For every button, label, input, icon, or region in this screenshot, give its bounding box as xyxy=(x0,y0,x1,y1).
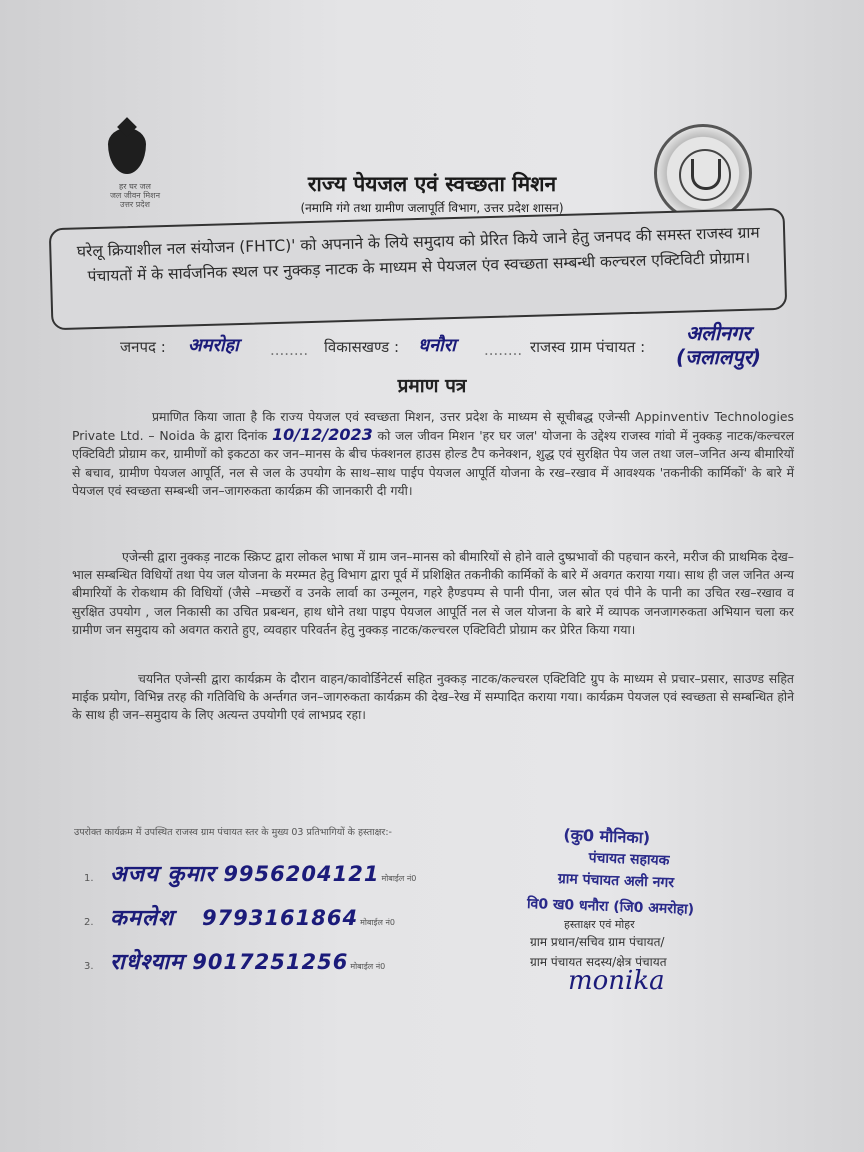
janpad-dots: ........ xyxy=(270,341,309,359)
mission-subtitle: (नमामि गंगे तथा ग्रामीण जलापूर्ति विभाग, उत्तर प्रदेश शासन) xyxy=(300,201,564,215)
certificate-title: प्रमाण पत्र xyxy=(397,375,467,397)
stamp-line-3: ग्राम पंचायत अली नगर xyxy=(557,871,675,892)
stamp-line-2: पंचायत सहायक xyxy=(588,850,670,869)
paragraph-1-intro: प्रमाणित किया जाता है कि राज्य पेयजल एवं स्वच्छता मिशन, उत्तर प्रदेश के माध्यम से सूचीबद्ध एजेन्सी Appinventiv Technologies Private Ltd. – Noida के द्वारा दिनांक xyxy=(72,409,794,444)
official-signature: monika xyxy=(568,966,665,996)
janpad-label: जनपद : xyxy=(120,338,166,356)
gram-panchayat-value: अलीनगर xyxy=(686,321,751,345)
mobile-label: मोबाईल नं0 xyxy=(381,874,417,883)
program-banner-text: घरेलू क्रियाशील नल संयोजन (FHTC)' को अपनाने के लिये समुदाय को प्रेरित किये जाने हेतु जनपद की समस्त राजस्व ग्राम पंचायतों में के सार्वजनिक स्थल पर नुक्कड़ नाटक के माध्यम से पेयजल एंव स्वच्छता सम्बन्धी कल्चरल एक्टिविटी प्रोग्राम। xyxy=(76,223,760,286)
logo-left-caption: हर घर जल जल जीवन मिशन उत्तर प्रदेश xyxy=(109,182,161,209)
participant-mobile: 9017251256 xyxy=(192,950,349,974)
mobile-label: मोबाईल नं0 xyxy=(360,918,395,927)
vikaskhand-value: धनौरा xyxy=(418,335,456,356)
signatures-intro: उपरोक्त कार्यक्रम में उपस्थित राजस्व ग्राम पंचायत स्तर के मुख्य 03 प्रतिभागियों के हस्ताक्षर:- xyxy=(74,827,392,838)
gram-panchayat-label: राजस्व ग्राम पंचायत : xyxy=(530,338,646,356)
role-line-2: ग्राम पंचायत सदस्य/क्षेत्र पंचायत xyxy=(530,955,667,969)
participant-name: कमलेश xyxy=(110,906,174,931)
paragraph-2-text: एजेन्सी द्वारा नुक्कड़ नाटक स्क्रिप्ट द्वारा लोकल भाषा में ग्राम जन–मानस को बीमारियों से होने वाले दुष्प्रभावों की पहचान करने, मरीज की प्राथमिक देख–भाल सम्बन्धित विधियों तथा पेय जल योजना के मरम्मत हेतु विभाग द्वारा पूर्व में प्रशिक्षित तकनीकी कार्मिकों के बारे में अवगत कराया गया। साथ ही जल जनित अन्य बीमारियों के रोकथाम की विधियों (जैसे –मच्छरों व उनके लार्वा का उन्मूलन, गहरे हैण्डपम्प से पानी पीना, जल स्रोत एवं पीने के पानी का उचित रख–रखाव व सुरक्षित उपयोग , जल निकासी का उचित प्रबन्धन, हाथ धोने तथा पाइप पेयजल आपूर्ति नल से जल योजना के बारे में व्यापक जनजागरुकता अभियान चला कर ग्रामीण जन समुदाय को अवगत कराते हुए, व्यवहार परिवर्तन हेतु नुक्कड़ नाटक/कल्चरल एक्टिविटी प्रोग्राम कर प्रेरित किया गया। xyxy=(72,549,794,637)
vikaskhand-dots: ........ xyxy=(484,341,523,359)
signature-row-1 xyxy=(84,858,416,888)
participant-name: राधेश्याम xyxy=(110,950,185,975)
vikaskhand-label: विकासखण्ड : xyxy=(324,338,400,356)
program-banner xyxy=(49,208,788,331)
stamp-line-1: (कु0 मौनिका) xyxy=(563,825,651,848)
paragraph-1-rest: को जल जीवन मिशन 'हर घर जल' योजना के उद्देश्य राजस्व गांवो में नुक्कड़ नाटक/कल्चरल एक्टिविटी प्रोग्राम कर, ग्रामीणों को इकटठा कर जन–मानस के बीच फंक्शनल हाउस होल्ड टैप कनेक्शन, शुद्ध एवं सुरक्षित पेय जल तथा जल–जनित अन्य बीमारियों से बचाव, ग्रामीण पेयजल आपूर्ति, नल से जल के उपयोग के साथ–साथ पाईप पेयजल आपूर्ति योजना के रख–रखाव में आवश्यक 'तकनीकी कार्मिकों' के बारे में पेयजल एवं स्वच्छता सम्बन्धी जन–जागरुकता कार्यक्रम की जानकारी दी गयी। xyxy=(72,428,794,498)
paragraph-3 xyxy=(72,670,794,725)
signature-row-number: 1. xyxy=(84,873,94,884)
participant-mobile: 9793161864 xyxy=(201,906,359,930)
mission-title: राज्य पेयजल एवं स्वच्छता मिशन xyxy=(307,172,557,196)
janpad-value: अमरोहा xyxy=(188,335,239,356)
role-line-1: ग्राम प्रधान/सचिव ग्राम पंचायत/ xyxy=(530,935,665,949)
paragraph-1 xyxy=(72,408,794,500)
paragraph-2 xyxy=(72,548,794,639)
signature-row-number: 2. xyxy=(84,917,94,928)
panchayat-stamp xyxy=(516,822,769,931)
stamp-line-4: वि0 ख0 धनौरा (जि0 अमरोहा) xyxy=(526,895,695,918)
mobile-label: मोबाईल नं0 xyxy=(350,962,386,971)
signature-row-3 xyxy=(84,946,385,976)
participant-mobile: 9956204121 xyxy=(223,862,380,886)
signature-row-number: 3. xyxy=(84,961,94,972)
participant-name: अजय कुमार xyxy=(110,862,216,887)
gram-panchayat-value-2: (जलालपुर) xyxy=(676,345,761,369)
program-date: 10/12/2023 xyxy=(271,425,373,445)
paragraph-3-text: चयनित एजेन्सी द्वारा कार्यक्रम के दौरान वाहन/कावोर्डिनेटर्स सहित नुक्कड़ नाटक/कल्चरल एक्टिविटि ग्रुप के माध्यम से प्रचार–प्रसार, साउण्ड सहित माईक प्रयोग, विभिन्न तरह की गतिविधि के अर्न्तगत जन–जागरुकता कार्यक्रम की देख–रेख में सम्पादित कराया गया। कार्यक्रम पेयजल एवं स्वच्छता से सम्बन्धित होने के साथ ही जन–समुदाय के लिए अत्यन्त उपयोगी एवं लाभप्रद रहा। xyxy=(72,671,794,723)
signature-and-seal-label: हस्ताक्षर एवं मोहर xyxy=(564,918,635,931)
signature-row-2 xyxy=(84,902,395,932)
